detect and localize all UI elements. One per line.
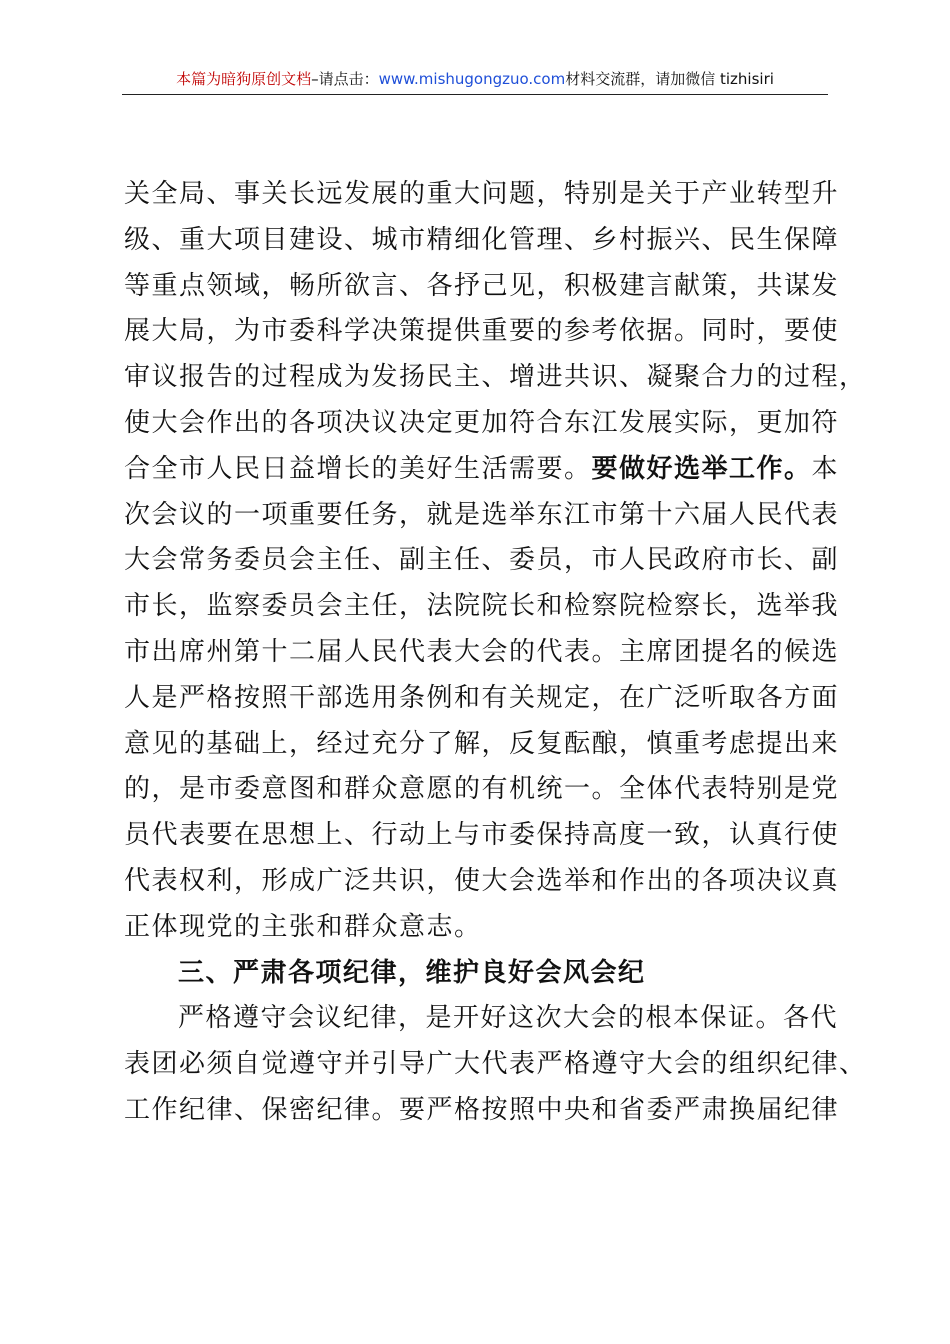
paragraph-line: 展大局，为市委科学决策提供重要的参考依据。同时，要使 <box>124 316 840 347</box>
section-heading: 三、严肃各项纪律，维护良好会风会纪 <box>178 957 646 988</box>
header-site-link[interactable]: www.mishugongzuo.com <box>378 70 566 88</box>
page-header <box>122 68 828 95</box>
paragraph-line-with-emphasis <box>124 447 840 493</box>
paragraph-line: 人是严格按照干部选用条例和有关规定，在广泛听取各方面 <box>124 682 840 713</box>
paragraph-line: 意见的基础上，经过充分了解，反复酝酿，慎重考虑提出来 <box>124 728 840 759</box>
paragraph-line: 级、重大项目建设、城市精细化管理、乡村振兴、民生保障 <box>124 224 840 255</box>
header-contact-text: 材料交流群，请加微信 tizhisiri <box>565 70 774 88</box>
line-text: 本 <box>811 453 840 484</box>
paragraph-line: 关全局、事关长远发展的重大问题，特别是关于产业转型升 <box>124 179 840 209</box>
header-prompt-text: –请点击： <box>311 70 379 88</box>
paragraph-line: 的，是市委意图和群众意愿的有机统一。全体代表特别是党 <box>124 774 840 805</box>
paragraph-line: 代表权利，形成广泛共识，使大会选举和作出的各项决议真 <box>124 865 840 896</box>
paragraph-line: 表团必须自觉遵守并引导广大代表严格遵守大会的组织纪律、 <box>124 1049 867 1080</box>
paragraph-line: 工作纪律、保密纪律。要严格按照中央和省委严肃换届纪律 <box>124 1094 840 1125</box>
header-brand-text: 本篇为暗狗原创文档 <box>176 70 312 88</box>
document-body <box>124 172 867 1134</box>
paragraph-line: 使大会作出的各项决议决定更加符合东江发展实际，更加符 <box>124 407 840 438</box>
paragraph-line: 次会议的一项重要任务，就是选举东江市第十六届人民代表 <box>124 499 840 530</box>
paragraph-line: 等重点领域，畅所欲言、各抒己见，积极建言献策，共谋发 <box>124 270 840 301</box>
paragraph-line: 审议报告的过程成为发扬民主、增进共识、凝聚合力的过程， <box>124 362 867 393</box>
paragraph-line: 大会常务委员会主任、副主任、委员，市人民政府市长、副 <box>124 545 840 576</box>
paragraph-line: 市长，监察委员会主任，法院院长和检察院检察长，选举我 <box>124 591 840 622</box>
emphasis-phrase: 要做好选举工作。 <box>591 453 812 484</box>
paragraph-line: 市出席州第十二届人民代表大会的代表。主席团提名的候选 <box>124 636 840 667</box>
paragraph-line: 员代表要在思想上、行动上与市委保持高度一致，认真行使 <box>124 820 840 851</box>
line-text: 合全市人民日益增长的美好生活需要。 <box>124 453 592 484</box>
paragraph-line: 严格遵守会议纪律，是开好这次大会的根本保证。各代 <box>178 1003 839 1034</box>
paragraph-line: 正体现党的主张和群众意志。 <box>124 911 482 942</box>
